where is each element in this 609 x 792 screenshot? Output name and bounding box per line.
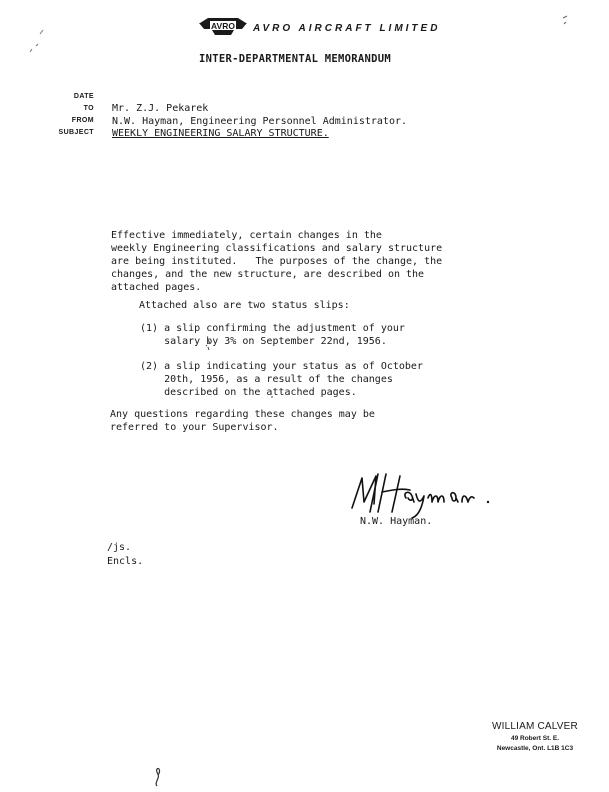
typed-signature-name: N.W. Hayman. <box>360 516 433 527</box>
stamp-name: WILLIAM CALVER <box>492 721 578 732</box>
from-label: FROM <box>71 117 94 124</box>
from-field: N.W. Hayman, Engineering Personnel Administrator. <box>112 116 408 127</box>
date-label: DATE <box>73 93 94 100</box>
logo-text: AVRO <box>211 20 235 31</box>
body-paragraph-2: Attached also are two status slips: <box>139 300 350 311</box>
subject-label: SUBJECT <box>58 129 94 136</box>
stamp-street: 49 Robert St. E. <box>510 735 560 742</box>
body-paragraph-3: Any questions regarding these changes may be referred to your Supervisor. <box>110 409 375 433</box>
to-field: Mr. Z.J. Pekarek <box>112 103 209 114</box>
list-item-1: (1) a slip confirming the adjustment of your salary by 3% on September 22nd, 1956. <box>140 323 405 347</box>
address-stamp <box>480 722 590 754</box>
memo-title: INTER-DEPARTMENTAL MEMORANDUM <box>199 53 392 65</box>
company-name: AVRO AIRCRAFT LIMITED <box>253 23 441 34</box>
avro-logo <box>198 15 248 37</box>
subject-field: WEEKLY ENGINEERING SALARY STRUCTURE. <box>112 128 329 139</box>
to-label: TO <box>83 105 94 112</box>
list-item-2: (2) a slip indicating your status as of October 20th, 1956, as a result of the changes described on the attached pages. <box>140 361 423 398</box>
initials-enclosures: /js. Encls. <box>107 542 144 567</box>
body-paragraph-1: Effective immediately, certain changes in the weekly Engineering classifications and salary structure are being instituted. The purposes of the change, the changes, and the new structure, are described on the attached pages. <box>111 230 443 293</box>
stamp-city: Newcastle, Ont. L1B 1C3 <box>496 745 574 752</box>
handwritten-signature <box>348 468 493 520</box>
